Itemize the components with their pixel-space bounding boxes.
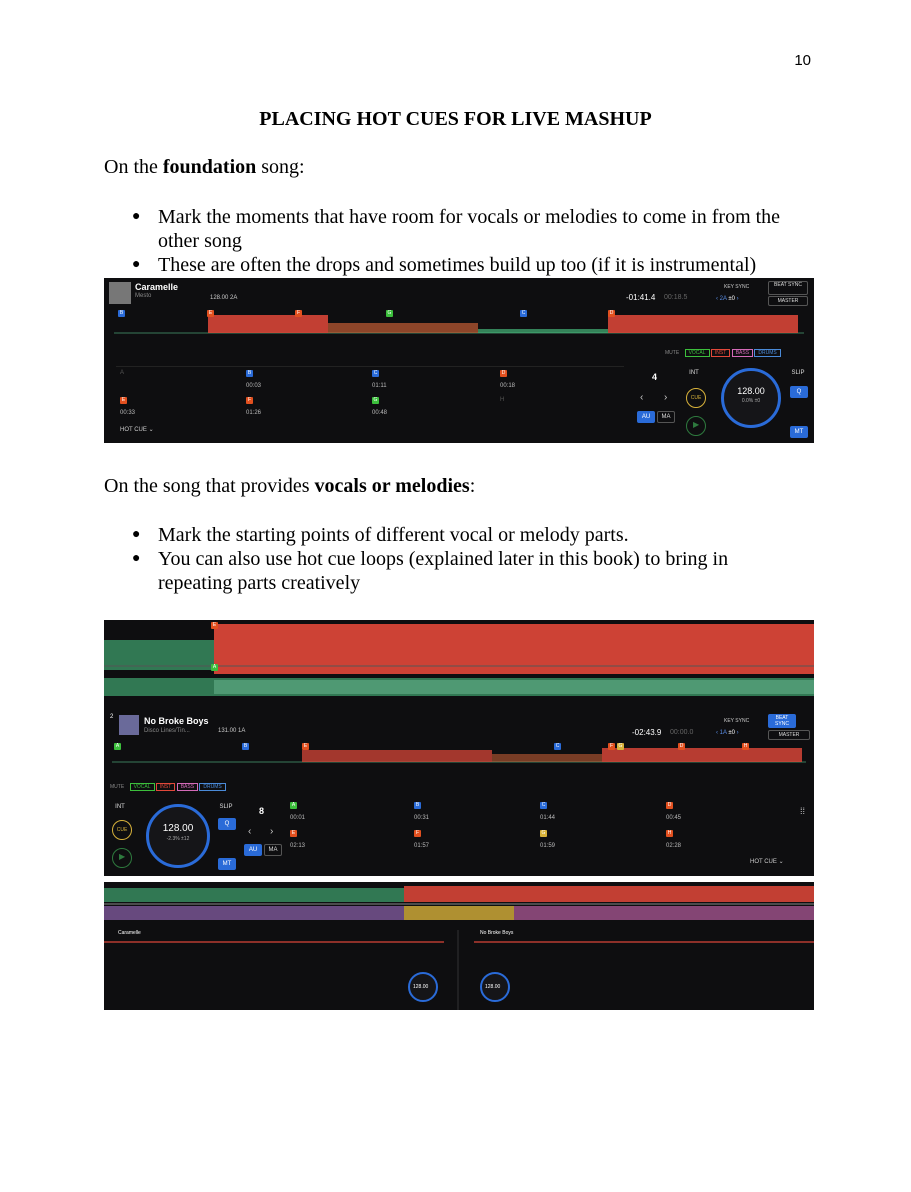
intro-pre: On the song that provides [104, 475, 315, 497]
deck2-hotcue-b-time: 00:31 [414, 815, 430, 821]
bullet-item: ● These are often the drops and sometimes build up too (if it is instrumental) [104, 253, 804, 277]
deck1-wave-cue-b: B [119, 310, 124, 316]
deck2-key-nav[interactable]: ‹ 1A ±0 › [716, 730, 739, 736]
deck2-wave-cue-f: F [609, 743, 614, 749]
deck1-wave-cue-d: D [609, 310, 614, 316]
deck2-wave-cue-d: D [679, 743, 684, 749]
deck2-scroll-cue-a: A [212, 664, 217, 670]
deck1-hotcue-dropdown[interactable] [120, 426, 154, 433]
deck2-loop-size[interactable]: 8 [259, 806, 265, 816]
deck2-mt-button[interactable]: MT [218, 858, 236, 870]
deck1-loop-next-icon[interactable]: › [664, 392, 668, 403]
intro-bold: vocals or melodies [314, 475, 470, 497]
deck1-master-button[interactable]: MASTER [768, 296, 808, 306]
deck1-key-shift: ±0 [728, 296, 735, 302]
deck1-panel [104, 278, 814, 443]
dual-deck-panel [104, 882, 814, 1010]
deck2-hotcue-f-badge[interactable]: F [415, 830, 420, 836]
deck1-hotcue-c-badge[interactable]: C [373, 370, 378, 376]
deck1-hotcue-g-time: 00:48 [372, 410, 388, 416]
deck2-artist: Disco Lines/Tin... [144, 728, 190, 734]
dual-deck2-title: No Broke Boys [480, 930, 514, 936]
deck2-tempo-knob[interactable] [146, 804, 210, 868]
bullet-item: ● You can also use hot cue loops (explained later in this book) to bring in repeating parts creatively [104, 547, 804, 595]
deck2-loop-prev-icon[interactable]: ‹ [248, 826, 252, 837]
deck1-q-button[interactable]: Q [790, 386, 808, 398]
deck2-track-title: No Broke Boys [144, 716, 209, 726]
deck1-waveform [114, 309, 804, 349]
deck2-key-value: 1A [719, 730, 727, 736]
deck1-hotcue-grid [116, 366, 624, 427]
deck1-loop-size[interactable]: 4 [652, 372, 658, 382]
deck2-tempo: 128.00 [162, 823, 194, 834]
play-icon: ▶ [119, 852, 126, 861]
deck1-hotcue-g-badge[interactable]: G [373, 397, 378, 403]
deck2-stem-vocal[interactable]: VOCAL [130, 783, 155, 791]
deck2-stem-bass[interactable]: BASS [177, 783, 198, 791]
deck2-wave-cue-g: G [618, 743, 623, 749]
bullet-item: ● Mark the starting points of different vocal or melody parts. [104, 523, 804, 547]
deck2-wave-cue-e: E [303, 743, 308, 749]
deck1-stem-drums[interactable]: DRUMS [754, 349, 780, 357]
deck2-ma-button[interactable]: MA [264, 844, 282, 856]
deck1-stem-bass[interactable]: BASS [732, 349, 753, 357]
deck1-hotcue-f-badge[interactable]: F [247, 397, 252, 403]
deck2-waveform [112, 742, 806, 782]
deck1-wave-cue-e: E [208, 310, 213, 316]
deck2-grid-icon[interactable]: ⁞⁞ [800, 806, 806, 816]
page-title: PLACING HOT CUES FOR LIVE MASHUP [259, 108, 652, 130]
deck1-time: -01:41.4 [626, 293, 656, 302]
deck2-mute-label: MUTE [110, 784, 125, 790]
deck1-beat-sync-button[interactable]: BEAT SYNC [768, 281, 808, 295]
deck2-key-sync[interactable]: KEY SYNC [724, 718, 750, 724]
deck1-mute-label: MUTE [665, 350, 680, 356]
deck1-waveform-svg [114, 309, 804, 349]
deck2-int-button[interactable]: INT [115, 804, 125, 810]
play-icon: ▶ [693, 420, 700, 429]
deck2-slip-button[interactable]: SLIP [219, 804, 233, 810]
deck2-hotcue-c-time: 01:44 [540, 815, 556, 821]
deck2-scroll-cue-e: E [212, 622, 217, 628]
chevron-down-icon: ⌄ [778, 859, 784, 865]
deck2-beat-sync-button[interactable]: BEAT SYNC [768, 714, 796, 728]
deck2-stem-inst[interactable]: INST [156, 783, 175, 791]
deck2-key-shift: ±0 [728, 730, 735, 736]
deck2-hotcue-e-time: 02:13 [290, 843, 306, 849]
deck1-stem-vocal[interactable]: VOCAL [685, 349, 710, 357]
deck2-hotcue-c-badge[interactable]: C [541, 802, 546, 808]
deck1-mt-button[interactable]: MT [790, 426, 808, 438]
deck1-play-button[interactable] [686, 416, 706, 436]
deck2-hotcue-dropdown[interactable] [750, 858, 784, 865]
page-number: 10 [794, 52, 811, 69]
deck2-pitch: -2.3% ±12 [166, 836, 190, 842]
deck2-q-button[interactable]: Q [218, 818, 236, 830]
deck1-key-nav[interactable]: ‹ 2A ±0 › [716, 296, 739, 302]
deck2-hotcue-h-time: 02:28 [666, 843, 682, 849]
deck2-time2: 00:00.0 [670, 729, 694, 736]
section1-intro [104, 156, 305, 179]
intro-bold: foundation [162, 156, 257, 178]
deck1-ma-button[interactable]: MA [657, 411, 675, 423]
deck2-loop-next-icon[interactable]: › [270, 826, 274, 837]
deck2-wave-cue-c: C [555, 743, 560, 749]
deck1-hotcue-d-badge[interactable]: D [501, 370, 506, 376]
deck1-track-title: Caramelle [135, 282, 179, 292]
deck2-hotcue-h-badge[interactable]: H [667, 830, 672, 836]
deck2-hotcue-e-badge[interactable]: E [291, 830, 296, 836]
deck2-deck-number: 2 [110, 714, 114, 720]
deck2-artwork [119, 715, 139, 735]
deck1-loop-prev-icon[interactable]: ‹ [640, 392, 644, 403]
deck2-panel [104, 620, 814, 876]
deck1-tempo-knob[interactable] [721, 368, 781, 428]
deck1-hotcue-a[interactable]: A [120, 370, 125, 376]
deck2-wave-cue-a: A [115, 743, 120, 749]
intro-post: : [469, 475, 476, 497]
deck1-hotcue-d-time: 00:18 [500, 383, 516, 389]
deck1-artist: Mesto [135, 293, 152, 299]
deck1-hotcue-b-time: 00:03 [246, 383, 262, 389]
deck1-hotcue-c-time: 01:11 [372, 383, 387, 389]
deck1-artwork [109, 282, 131, 304]
deck2-master-button[interactable]: MASTER [768, 730, 810, 740]
deck2-au-button[interactable]: AU [244, 844, 262, 856]
deck2-wave-cue-h: H [743, 743, 748, 749]
deck2-hotcue-grid [288, 800, 788, 860]
deck2-hotcue-g-time: 01:59 [540, 843, 556, 849]
deck1-pitch: 0.0% ±0 [741, 398, 761, 404]
deck1-key-value: 2A [719, 296, 727, 302]
deck1-int-button[interactable]: INT [689, 370, 699, 376]
intro-post: song: [256, 156, 305, 178]
dual-deck-svg [104, 882, 814, 1010]
deck2-play-button[interactable] [112, 848, 132, 868]
chevron-down-icon: ⌄ [148, 427, 154, 433]
deck1-wave-cue-g: G [387, 310, 392, 316]
intro-pre: On the [104, 156, 163, 178]
deck2-hotcue-g-badge[interactable]: G [541, 830, 546, 836]
deck1-hotcue-b-badge[interactable]: B [247, 370, 252, 376]
deck1-hotcue-label: HOT CUE [120, 427, 147, 433]
deck2-hotcue-a-time: 00:01 [290, 815, 306, 821]
deck1-bpm-key: 128.00 2A [210, 295, 238, 301]
deck1-hotcue-e-badge[interactable]: E [121, 397, 126, 403]
deck1-wave-cue-f: F [296, 310, 301, 316]
section2-intro [104, 475, 475, 498]
deck1-hotcue-e-time: 00:33 [120, 410, 136, 416]
deck2-hotcue-d-time: 00:45 [666, 815, 682, 821]
deck1-wave-cue-c: C [521, 310, 526, 316]
deck2-stems [110, 784, 226, 790]
deck2-hotcue-b-badge[interactable]: B [415, 802, 420, 808]
deck2-wave-cue-b: B [243, 743, 248, 749]
deck1-stem-inst[interactable]: INST [711, 349, 730, 357]
section2-bullets [104, 523, 804, 595]
deck1-stems [665, 350, 781, 356]
deck1-slip-button[interactable]: SLIP [791, 370, 805, 376]
deck2-hotcue-d-badge[interactable]: D [667, 802, 672, 808]
deck2-scroll-waveform [104, 620, 814, 712]
deck1-au-button[interactable]: AU [637, 411, 655, 423]
deck1-hotcue-h[interactable]: H [500, 397, 505, 403]
dual-deck2-tempo: 128.00 [485, 984, 501, 990]
deck2-waveform-svg [112, 742, 806, 782]
deck2-time: -02:43.9 [632, 728, 662, 737]
deck1-tempo: 128.00 [737, 386, 765, 396]
deck1-cue-button[interactable]: CUE [686, 388, 706, 408]
deck1-key-sync[interactable]: KEY SYNC [724, 284, 750, 290]
deck2-bpm-key: 131.00 1A [218, 728, 246, 734]
deck1-time2: 00:18.5 [664, 294, 688, 301]
deck2-cue-button[interactable]: CUE [112, 820, 132, 840]
dual-deck1-tempo: 128.00 [413, 984, 429, 990]
deck1-hotcue-f-time: 01:26 [246, 410, 262, 416]
section1-bullets [104, 205, 804, 277]
dual-deck1-title: Caramelle [118, 930, 141, 936]
deck2-stem-drums[interactable]: DRUMS [199, 783, 225, 791]
deck2-hotcue-label: HOT CUE [750, 859, 777, 865]
deck2-hotcue-f-time: 01:57 [414, 843, 430, 849]
bullet-item: ● Mark the moments that have room for vocals or melodies to come in from the other song [104, 205, 804, 253]
deck2-hotcue-a-badge[interactable]: A [291, 802, 296, 808]
